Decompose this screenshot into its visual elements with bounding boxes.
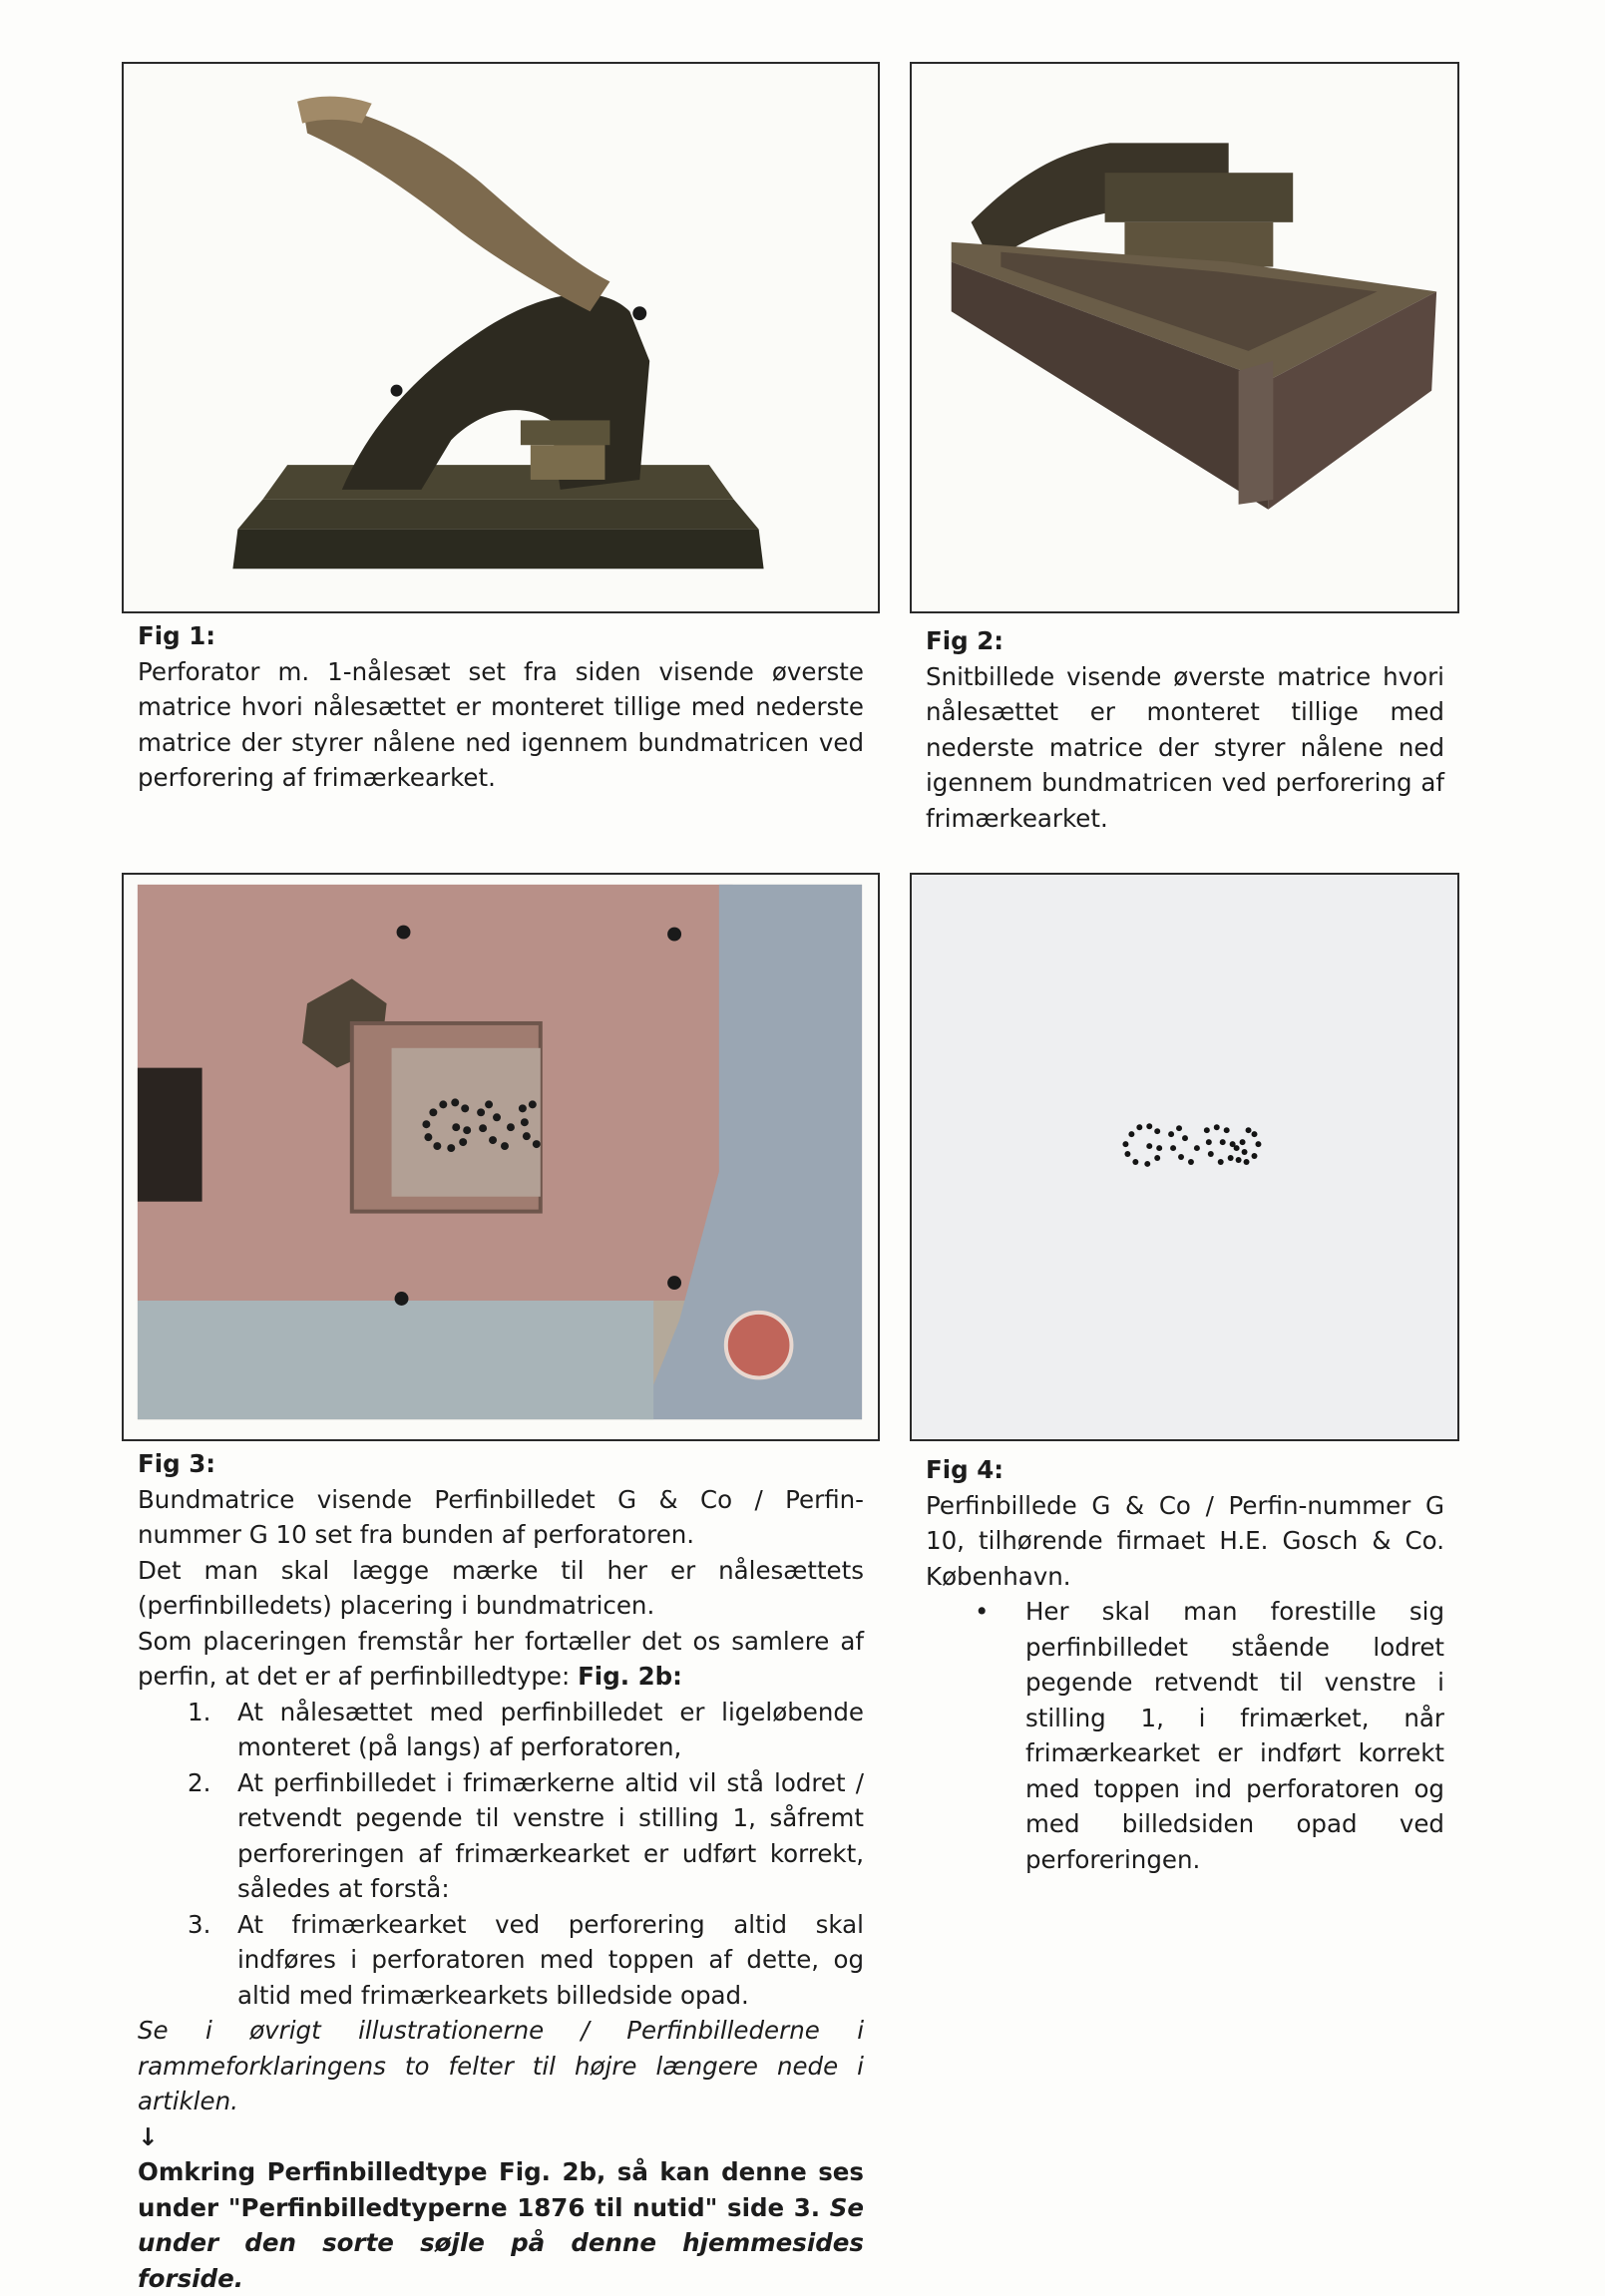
figure-4-photo xyxy=(910,873,1459,1441)
list-item xyxy=(926,1594,1444,1877)
figure-3-photo xyxy=(122,873,880,1441)
list-item xyxy=(138,1907,864,2014)
list-item-text: At nålesættet med perfinbilledet er ligeløbende monteret (på langs) af perforatoren, xyxy=(237,1697,864,1761)
list-item-number: 1. xyxy=(188,1697,211,1726)
figure-3-paragraph-1: Bundmatrice visende Perfinbilledet G & Co / Perfin-nummer G 10 set fra bunden af perforatoren. xyxy=(138,1484,864,1549)
figure-2-label: Fig 2: xyxy=(926,626,1004,655)
figure-1-caption xyxy=(138,618,864,796)
figure-3-numbered-list xyxy=(138,1695,864,2014)
figure-3-note: Se i øvrigt illustrationerne / Perfinbillederne i rammeforklaringens to felter til højre længere nede i artiklen. xyxy=(138,2016,864,2115)
figure-3-closing xyxy=(138,2154,864,2296)
figure-3-paragraph-2: Det man skal lægge mærke til her er nålesættets (perfinbilledets) placering i bundmatricen. xyxy=(138,1555,864,1620)
figure-4-caption xyxy=(926,1452,1444,1877)
figure-1-photo xyxy=(122,62,880,613)
figure-2-caption xyxy=(926,623,1444,836)
list-item-text: At frimærkearket ved perforering altid skal indføres i perforatoren med toppen af dette, og altid med frimærkearkets billedside opad. xyxy=(237,1909,864,2010)
list-item-number: 3. xyxy=(188,1909,211,1939)
figure-3-label: Fig 3: xyxy=(138,1449,216,1478)
list-item xyxy=(138,1695,864,1765)
down-arrow: ↓ xyxy=(138,2121,159,2151)
list-item-text: At perfinbilledet i frimærkerne altid vil stå lodret / retvendt pegende til venstre i stilling 1, såfremt perforeringen af frimærkearket er udført korrekt, således at forstå: xyxy=(237,1767,864,1903)
list-item-text: Her skal man forestille sig perfinbilledet stående lodret pegende retvendt til venstre i stilling 1, i frimærket, når frimærkearket er indført korrekt med toppen ind perforatoren og med billedsiden opad ved perforeringen. xyxy=(1025,1597,1444,1874)
figure-3-paragraph-3 xyxy=(138,1624,864,1695)
figure-3-paragraph-3-text: Som placeringen fremstår her fortæller det os samlere af perfin, at det er af perfinbilledtype: xyxy=(138,1626,864,1691)
figure-3-caption xyxy=(138,1446,864,2296)
figure-2-photo xyxy=(910,62,1459,613)
list-item xyxy=(138,1765,864,1907)
figure-4-bullet-list xyxy=(926,1594,1444,1877)
figure-3-type-reference: Fig. 2b: xyxy=(578,1662,682,1691)
closing-bold-text: Omkring Perfinbilledtype Fig. 2b, så kan denne ses under "Perfinbilledtyperne 1876 til nutid" side 3. xyxy=(138,2157,864,2222)
figure-4-text: Perfinbillede G & Co / Perfin-nummer G 10, tilhørende firmaet H.E. Gosch & Co. København. xyxy=(926,1490,1444,1591)
figure-1-label: Fig 1: xyxy=(138,621,216,650)
list-item-number: 2. xyxy=(188,1767,211,1797)
figure-2-text: Snitbillede visende øverste matrice hvori nålesættet er monteret tillige med nederste matrice der styrer nålene ned igennem bundmatricen ved perforering af frimærkearket. xyxy=(926,661,1444,833)
bullet-marker: • xyxy=(975,1597,990,1626)
figure-4-label: Fig 4: xyxy=(926,1455,1004,1484)
closing-bold-italic-text: Se under den sorte søjle på denne hjemmesides forside. xyxy=(138,2192,864,2293)
figure-1-text: Perforator m. 1-nålesæt set fra siden visende øverste matrice hvori nålesættet er monteret tillige med nederste matrice der styrer nålene ned igennem bundmatricen ved perforering af frimærkearket. xyxy=(138,656,864,792)
